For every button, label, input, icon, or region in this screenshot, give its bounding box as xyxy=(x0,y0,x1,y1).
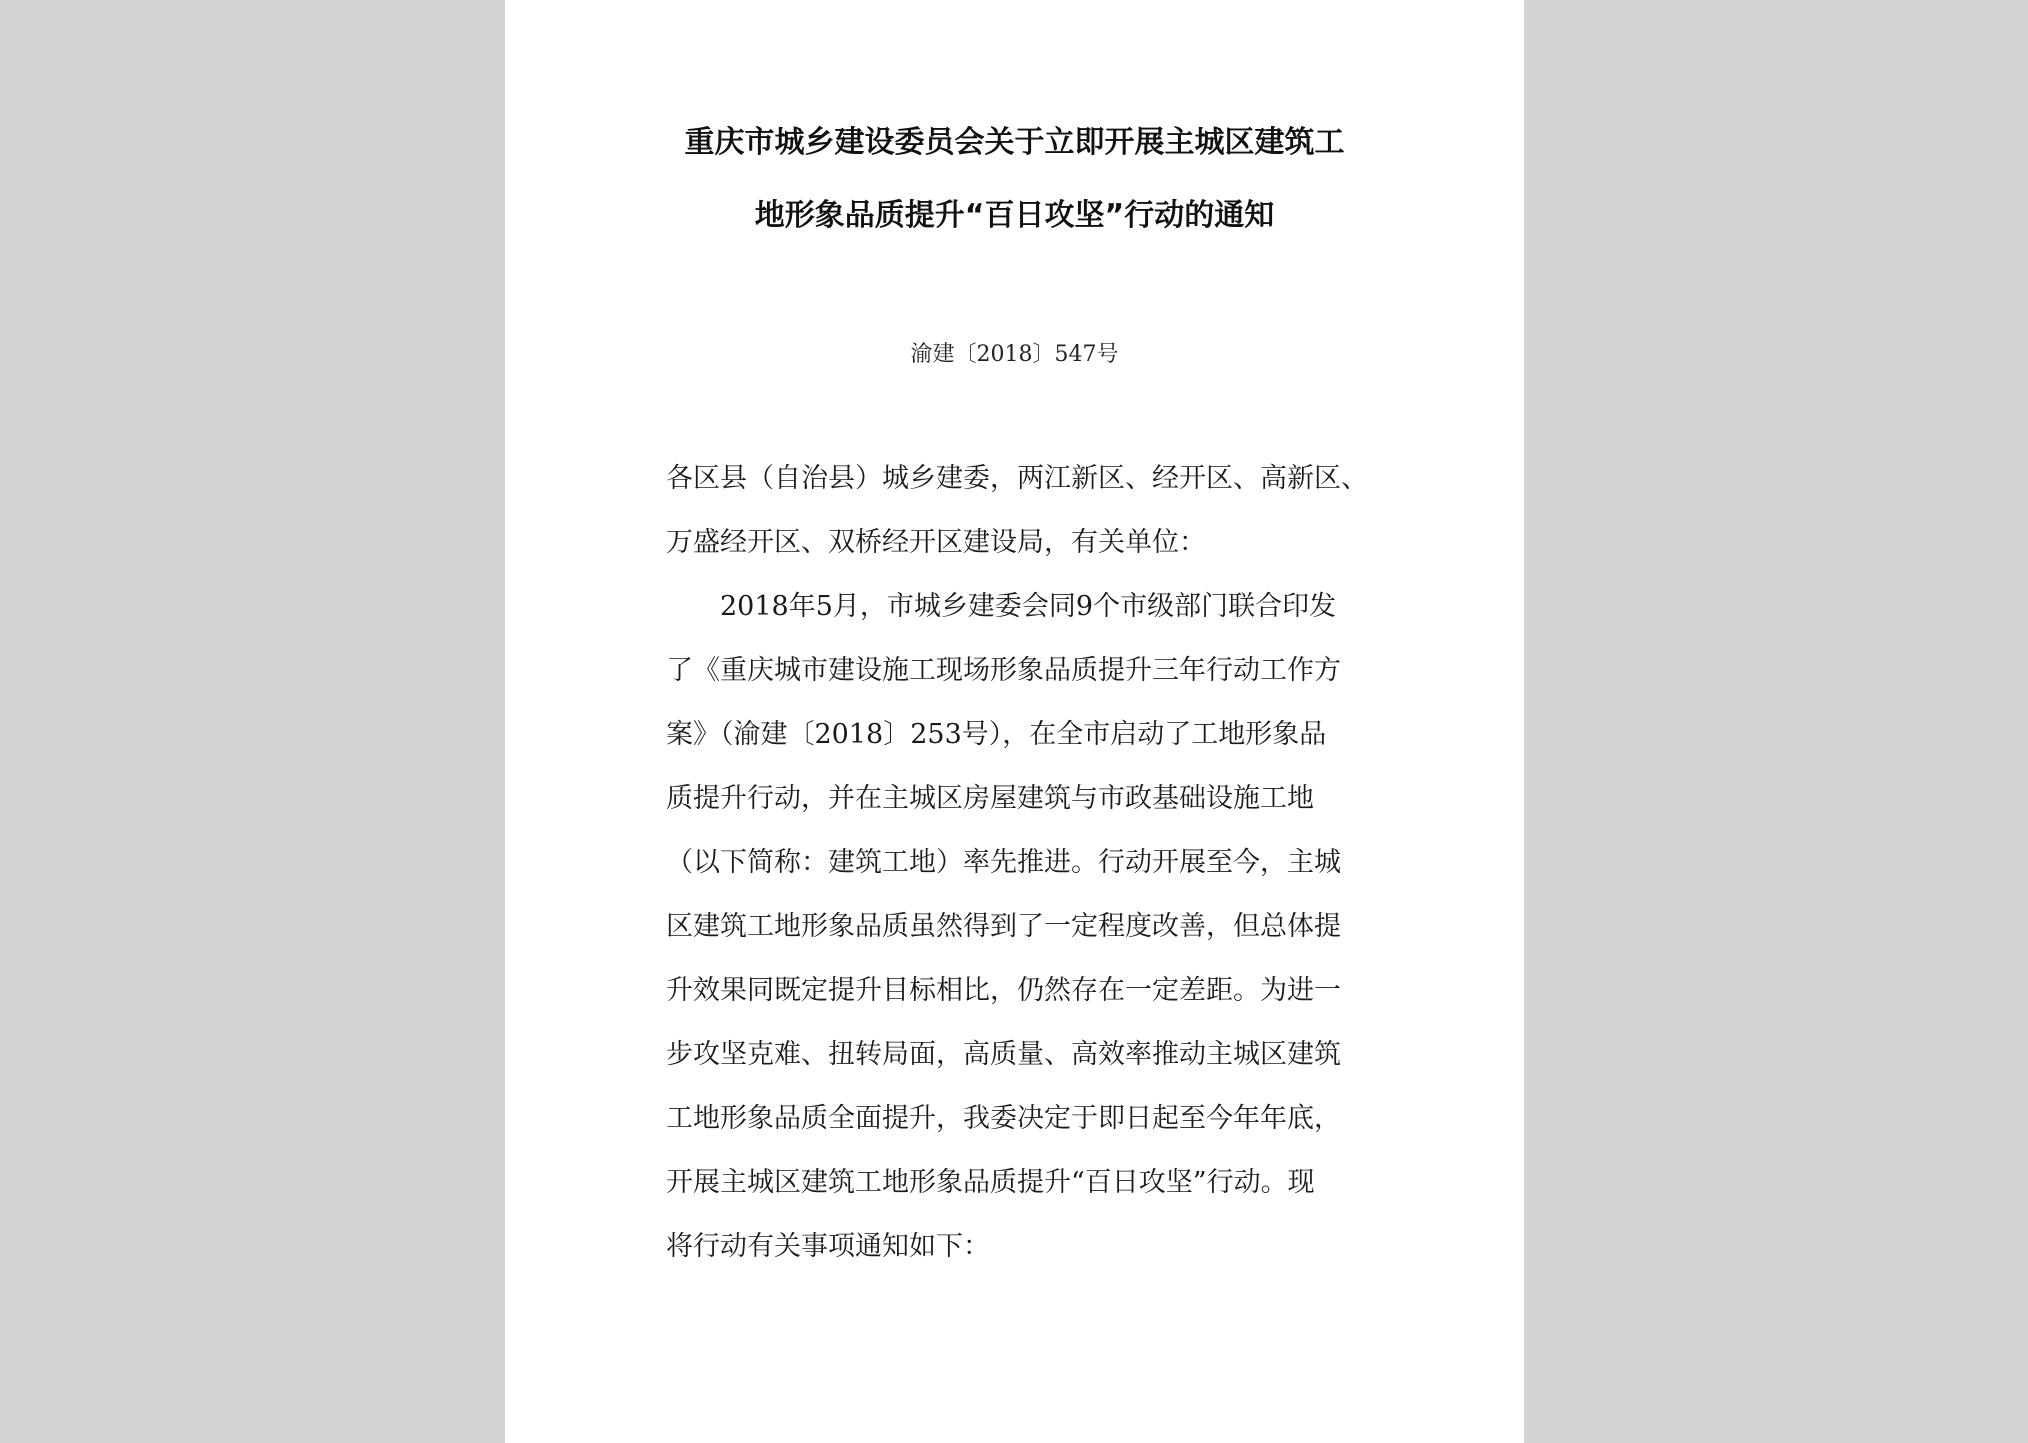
body-line-8: 步攻坚克难、扭转局面，高质量、高效率推动主城区建筑 xyxy=(666,1039,1341,1070)
recipient-line-2: 万盛经开区、双桥经开区建设局，有关单位： xyxy=(666,527,1206,558)
body-line-1: 2018年5月，市城乡建委会同9个市级部门联合印发 xyxy=(720,591,1337,622)
body-line-11: 将行动有关事项通知如下： xyxy=(666,1231,990,1262)
body-line-2: 了《重庆城市建设施工现场形象品质提升三年行动工作方 xyxy=(666,655,1341,686)
body-line-9: 工地形象品质全面提升，我委决定于即日起至今年年底， xyxy=(666,1103,1341,1134)
body-line-6: 区建筑工地形象品质虽然得到了一定程度改善，但总体提 xyxy=(666,911,1341,942)
body-line-7: 升效果同既定提升目标相比，仍然存在一定差距。为进一 xyxy=(666,975,1341,1006)
body-line-5: （以下简称：建筑工地）率先推进。行动开展至今，主城 xyxy=(666,847,1341,878)
body-line-4: 质提升行动，并在主城区房屋建筑与市政基础设施工地 xyxy=(666,783,1314,814)
document-title-line-2: 地形象品质提升“百日攻坚”行动的通知 xyxy=(754,198,1275,233)
recipient-line-1: 各区县（自治县）城乡建委，两江新区、经开区、高新区、 xyxy=(666,463,1368,494)
document-page xyxy=(505,0,1524,1443)
document-number: 渝建〔2018〕547号 xyxy=(910,342,1119,367)
body-line-3: 案》（渝建〔2018〕253号），在全市启动了工地形象品 xyxy=(666,719,1327,750)
body-line-10: 开展主城区建筑工地形象品质提升“百日攻坚”行动。现 xyxy=(666,1167,1315,1198)
document-title-line-1: 重庆市城乡建设委员会关于立即开展主城区建筑工 xyxy=(684,125,1345,160)
